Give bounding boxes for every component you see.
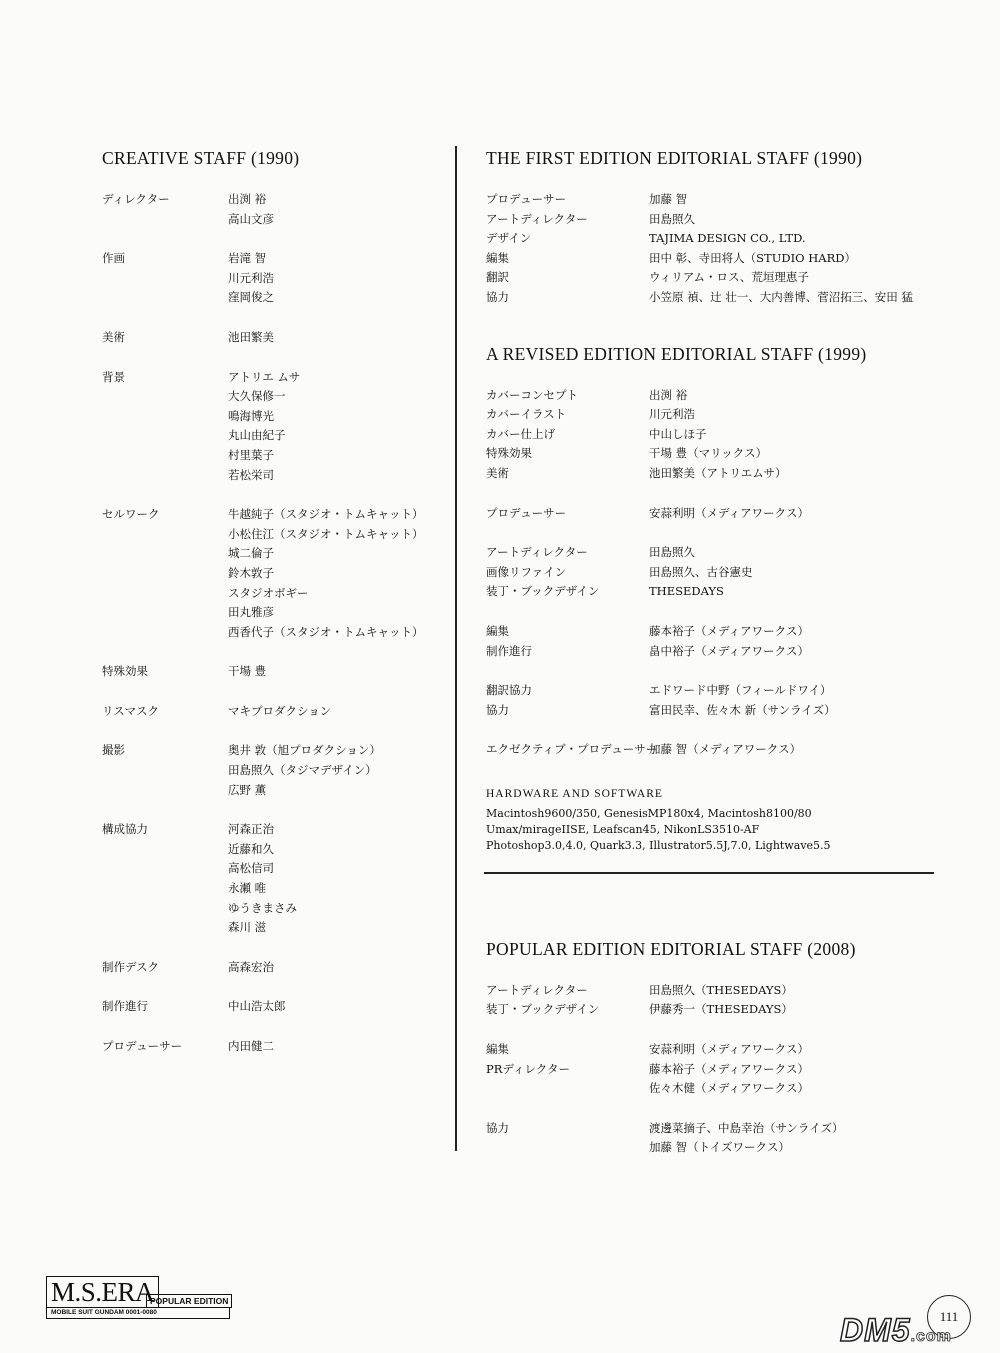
staff-group xyxy=(486,386,976,484)
staff-role: 装丁・ブックデザイン xyxy=(486,1002,600,1017)
staff-row xyxy=(486,288,976,308)
staff-row xyxy=(486,740,976,760)
staff-group xyxy=(486,1040,976,1099)
staff-names xyxy=(228,190,274,229)
staff-group xyxy=(102,820,437,938)
staff-name: ウィリアム・ロス、荒垣理恵子 xyxy=(649,270,809,285)
staff-role: 撮影 xyxy=(102,743,125,758)
staff-row xyxy=(102,505,437,642)
staff-group xyxy=(102,741,437,800)
revised-edition-heading: A REVISED EDITION EDITORIAL STAFF (1999) xyxy=(486,343,867,364)
first-edition-list xyxy=(486,190,976,308)
staff-names xyxy=(649,981,793,1001)
staff-role: プロデューサー xyxy=(102,1039,183,1053)
staff-row xyxy=(486,563,976,583)
staff-row xyxy=(486,1000,976,1020)
staff-role: アートディレクター xyxy=(486,982,588,997)
staff-group xyxy=(102,997,437,1017)
staff-name: 安蒜利明（メディアワークス） xyxy=(649,1042,809,1057)
staff-row xyxy=(486,1060,976,1099)
staff-names xyxy=(649,1040,809,1060)
staff-group xyxy=(102,662,437,682)
staff-name: 加藤 智（メディアワークス） xyxy=(649,742,802,757)
staff-group xyxy=(102,1037,437,1057)
staff-name: 城二倫子 xyxy=(228,546,274,561)
staff-group xyxy=(102,505,437,642)
staff-group xyxy=(102,190,437,229)
staff-role: アートディレクター xyxy=(486,545,588,560)
staff-row xyxy=(486,1119,976,1158)
staff-name: THESEDAYS xyxy=(649,584,724,599)
staff-row xyxy=(486,249,976,269)
first-edition-heading: THE FIRST EDITION EDITORIAL STAFF (1990) xyxy=(486,148,863,168)
staff-name: 干場 豊（マリックス） xyxy=(649,446,768,461)
staff-role: カバーイラスト xyxy=(486,407,567,422)
creative-staff-column xyxy=(102,146,437,1057)
staff-row xyxy=(486,642,976,662)
staff-role: 制作進行 xyxy=(486,643,532,658)
hardware-heading: HARDWARE AND SOFTWARE xyxy=(486,787,663,800)
staff-row xyxy=(102,958,437,978)
staff-names xyxy=(228,368,300,486)
staff-name: 内田健二 xyxy=(228,1039,274,1053)
staff-role: 協力 xyxy=(486,1120,509,1135)
staff-group xyxy=(486,1119,976,1158)
staff-name: マキプロダクション xyxy=(228,703,332,718)
staff-name: 奥井 敦（旭プロダクション） xyxy=(228,743,381,758)
watermark xyxy=(840,1312,952,1349)
staff-group xyxy=(486,981,976,1020)
staff-name: 田島照久 xyxy=(649,545,695,560)
staff-row xyxy=(102,997,437,1017)
staff-role: 編集 xyxy=(486,623,509,638)
staff-row xyxy=(486,582,976,602)
staff-row xyxy=(486,386,976,406)
staff-names xyxy=(228,997,286,1017)
watermark-text: DM5 xyxy=(840,1312,911,1348)
staff-names xyxy=(228,249,274,308)
staff-name: 牛越純子（スタジオ・トムキャット） xyxy=(228,507,424,522)
staff-names xyxy=(228,505,424,642)
staff-row xyxy=(102,1037,437,1057)
staff-row xyxy=(486,543,976,563)
staff-role: 美術 xyxy=(102,329,125,344)
staff-names xyxy=(649,1000,793,1020)
staff-name: 中山浩太郎 xyxy=(228,999,286,1014)
column-divider xyxy=(455,146,457,1151)
staff-name: 村里葉子 xyxy=(228,447,274,462)
staff-name: 田島照久 xyxy=(649,211,695,226)
staff-group xyxy=(102,328,437,348)
staff-row xyxy=(486,504,976,524)
staff-row xyxy=(102,328,437,348)
staff-name: 池田繁美（アトリエムサ） xyxy=(649,465,787,480)
staff-name: TAJIMA DESIGN CO., LTD. xyxy=(649,231,806,246)
staff-name: 永瀬 唯 xyxy=(228,881,267,896)
staff-name: 田島照久（THESEDAYS） xyxy=(649,982,793,997)
staff-name: ゆうきまさみ xyxy=(228,900,297,915)
page-number: 111 xyxy=(927,1295,971,1339)
staff-role: 美術 xyxy=(486,465,509,480)
revised-edition-list xyxy=(486,386,976,760)
logo-subtitle: MOBILE SUIT GUNDAM 0001-0080 xyxy=(46,1307,230,1319)
staff-name: 森川 滋 xyxy=(228,920,267,935)
staff-name: 池田繁美 xyxy=(228,329,274,344)
staff-name: 岩滝 智 xyxy=(228,251,267,266)
staff-row xyxy=(102,249,437,308)
staff-row xyxy=(102,662,437,682)
staff-name: 若松栄司 xyxy=(228,467,274,482)
staff-role: デザイン xyxy=(486,231,532,246)
staff-row xyxy=(486,622,976,642)
staff-name: 中山しほ子 xyxy=(649,426,707,441)
popular-edition-list xyxy=(486,981,976,1158)
staff-role: リスマスク xyxy=(102,703,160,718)
staff-row xyxy=(102,820,437,938)
staff-group xyxy=(486,681,976,720)
staff-row xyxy=(486,229,976,249)
staff-row xyxy=(486,268,976,288)
staff-name: 大久保修一 xyxy=(228,389,286,404)
staff-name: 干場 豊 xyxy=(228,664,267,679)
staff-name: 渡邊菜摘子、中島幸治（サンライズ） xyxy=(649,1120,844,1135)
staff-role: 背景 xyxy=(102,369,125,384)
logo-title: M.S.ERA xyxy=(46,1276,159,1307)
staff-name: 河森正治 xyxy=(228,822,274,837)
staff-role: 翻訳 xyxy=(486,270,509,285)
staff-role: 画像リファイン xyxy=(486,564,567,579)
staff-row xyxy=(486,425,976,445)
staff-role: プロデューサー xyxy=(486,505,567,520)
staff-names xyxy=(228,1037,274,1057)
staff-name: 田島照久、古谷憲史 xyxy=(649,564,753,579)
staff-name: 小松住江（スタジオ・トムキャット） xyxy=(228,526,424,541)
staff-name: 川元利浩 xyxy=(649,407,695,422)
staff-role: 特殊効果 xyxy=(486,446,532,461)
staff-name: 佐々木健（メディアワークス） xyxy=(649,1081,809,1096)
staff-row xyxy=(102,702,437,722)
staff-name: 高松信司 xyxy=(228,861,274,876)
staff-role: 協力 xyxy=(486,702,509,717)
staff-row xyxy=(102,741,437,800)
staff-name: 出渕 裕 xyxy=(228,192,267,206)
hardware-list xyxy=(486,806,976,854)
staff-role: 装丁・ブックデザイン xyxy=(486,584,600,599)
hardware-line: Macintosh9600/350, GenesisMP180x4, Macintosh8100/80 xyxy=(486,806,812,820)
staff-names xyxy=(228,328,274,348)
staff-group xyxy=(486,740,976,760)
logo-edition: POPULAR EDITION xyxy=(146,1294,232,1308)
staff-name: 田島照久（タジマデザイン） xyxy=(228,763,377,778)
staff-name: 西香代子（スタジオ・トムキャット） xyxy=(228,624,424,639)
staff-name: 加藤 智 xyxy=(649,192,688,206)
staff-role: アートディレクター xyxy=(486,211,588,226)
creative-staff-heading: CREATIVE STAFF (1990) xyxy=(102,148,300,168)
staff-row xyxy=(486,464,976,484)
staff-name: 田丸雅彦 xyxy=(228,605,274,620)
staff-names xyxy=(228,662,266,682)
staff-group xyxy=(486,622,976,661)
staff-name: 鳴海博光 xyxy=(228,408,274,423)
staff-row xyxy=(486,444,976,464)
staff-name: エドワード中野（フィールドワイ） xyxy=(649,683,832,698)
staff-name: 高森宏治 xyxy=(228,959,274,974)
staff-name: 出渕 裕 xyxy=(649,387,688,402)
staff-names xyxy=(649,1119,843,1158)
staff-role: 編集 xyxy=(486,1042,509,1057)
staff-name: 小笠原 禎、辻 壮一、大内善博、菅沼拓三、安田 猛 xyxy=(649,289,913,304)
staff-names xyxy=(228,741,381,800)
staff-row xyxy=(486,701,976,721)
staff-row xyxy=(486,681,976,701)
staff-row xyxy=(486,405,976,425)
staff-group xyxy=(102,249,437,308)
staff-role: 編集 xyxy=(486,250,509,265)
staff-name: 田中 彰、寺田将人（STUDIO HARD） xyxy=(649,250,856,265)
staff-names xyxy=(649,1060,809,1099)
staff-names xyxy=(228,958,274,978)
staff-name: スタジオボギー xyxy=(228,585,309,600)
staff-name: 高山文彦 xyxy=(228,211,274,226)
staff-role: 作画 xyxy=(102,251,125,266)
creative-staff-list xyxy=(102,190,437,1057)
staff-role: 制作デスク xyxy=(102,959,160,974)
staff-role: 協力 xyxy=(486,289,509,304)
staff-name: アトリエ ムサ xyxy=(228,369,301,384)
staff-role: 構成協力 xyxy=(102,822,148,837)
staff-row xyxy=(102,190,437,229)
staff-role: プロデューサー xyxy=(486,192,567,206)
staff-row xyxy=(486,210,976,230)
staff-name: 広野 薫 xyxy=(228,782,267,797)
staff-name: 川元利浩 xyxy=(228,270,274,285)
staff-names xyxy=(228,702,331,722)
staff-name: 藤本裕子（メディアワークス） xyxy=(649,623,809,638)
staff-role: 制作進行 xyxy=(102,999,148,1014)
staff-row xyxy=(486,1040,976,1060)
staff-group xyxy=(102,702,437,722)
editorial-staff-column xyxy=(486,146,976,1158)
staff-names xyxy=(228,820,297,938)
hardware-line: Umax/mirageIISE, Leafscan45, NikonLS3510-AF xyxy=(486,822,760,836)
staff-group xyxy=(102,958,437,978)
staff-name: 鈴木敦子 xyxy=(228,565,274,580)
staff-role: エクゼクティブ・プロデューサー xyxy=(486,742,658,757)
staff-name: 加藤 智（トイズワークス） xyxy=(649,1140,790,1155)
popular-edition-heading: POPULAR EDITION EDITORIAL STAFF (2008) xyxy=(486,938,856,959)
staff-name: 窪岡俊之 xyxy=(228,290,274,305)
staff-row xyxy=(486,190,976,210)
staff-role: PRディレクター xyxy=(486,1061,571,1076)
staff-role: ディレクター xyxy=(102,192,170,206)
staff-name: 近藤和久 xyxy=(228,841,274,856)
staff-group xyxy=(486,504,976,524)
staff-group xyxy=(486,543,976,602)
staff-role: 特殊効果 xyxy=(102,664,148,679)
staff-role: 翻訳協力 xyxy=(486,683,532,698)
hardware-line: Photoshop3.0,4.0, Quark3.3, Illustrator5.5J,7.0, Lightwave5.5 xyxy=(486,838,831,852)
staff-name: 藤本裕子（メディアワークス） xyxy=(649,1061,809,1076)
staff-role: カバーコンセプト xyxy=(486,387,578,402)
staff-name: 畠中裕子（メディアワークス） xyxy=(649,643,809,658)
staff-name: 富田民幸、佐々木 新（サンライズ） xyxy=(649,702,836,717)
staff-name: 安蒜利明（メディアワークス） xyxy=(649,505,809,520)
staff-row xyxy=(102,368,437,486)
book-logo xyxy=(46,1276,232,1322)
staff-name: 丸山由紀子 xyxy=(228,428,286,443)
staff-name: 伊藤秀一（THESEDAYS） xyxy=(649,1002,793,1017)
staff-group xyxy=(102,368,437,486)
staff-role: セルワーク xyxy=(102,507,160,522)
staff-row xyxy=(486,981,976,1001)
staff-role: カバー仕上げ xyxy=(486,426,555,441)
watermark-suffix: .com xyxy=(910,1328,952,1345)
